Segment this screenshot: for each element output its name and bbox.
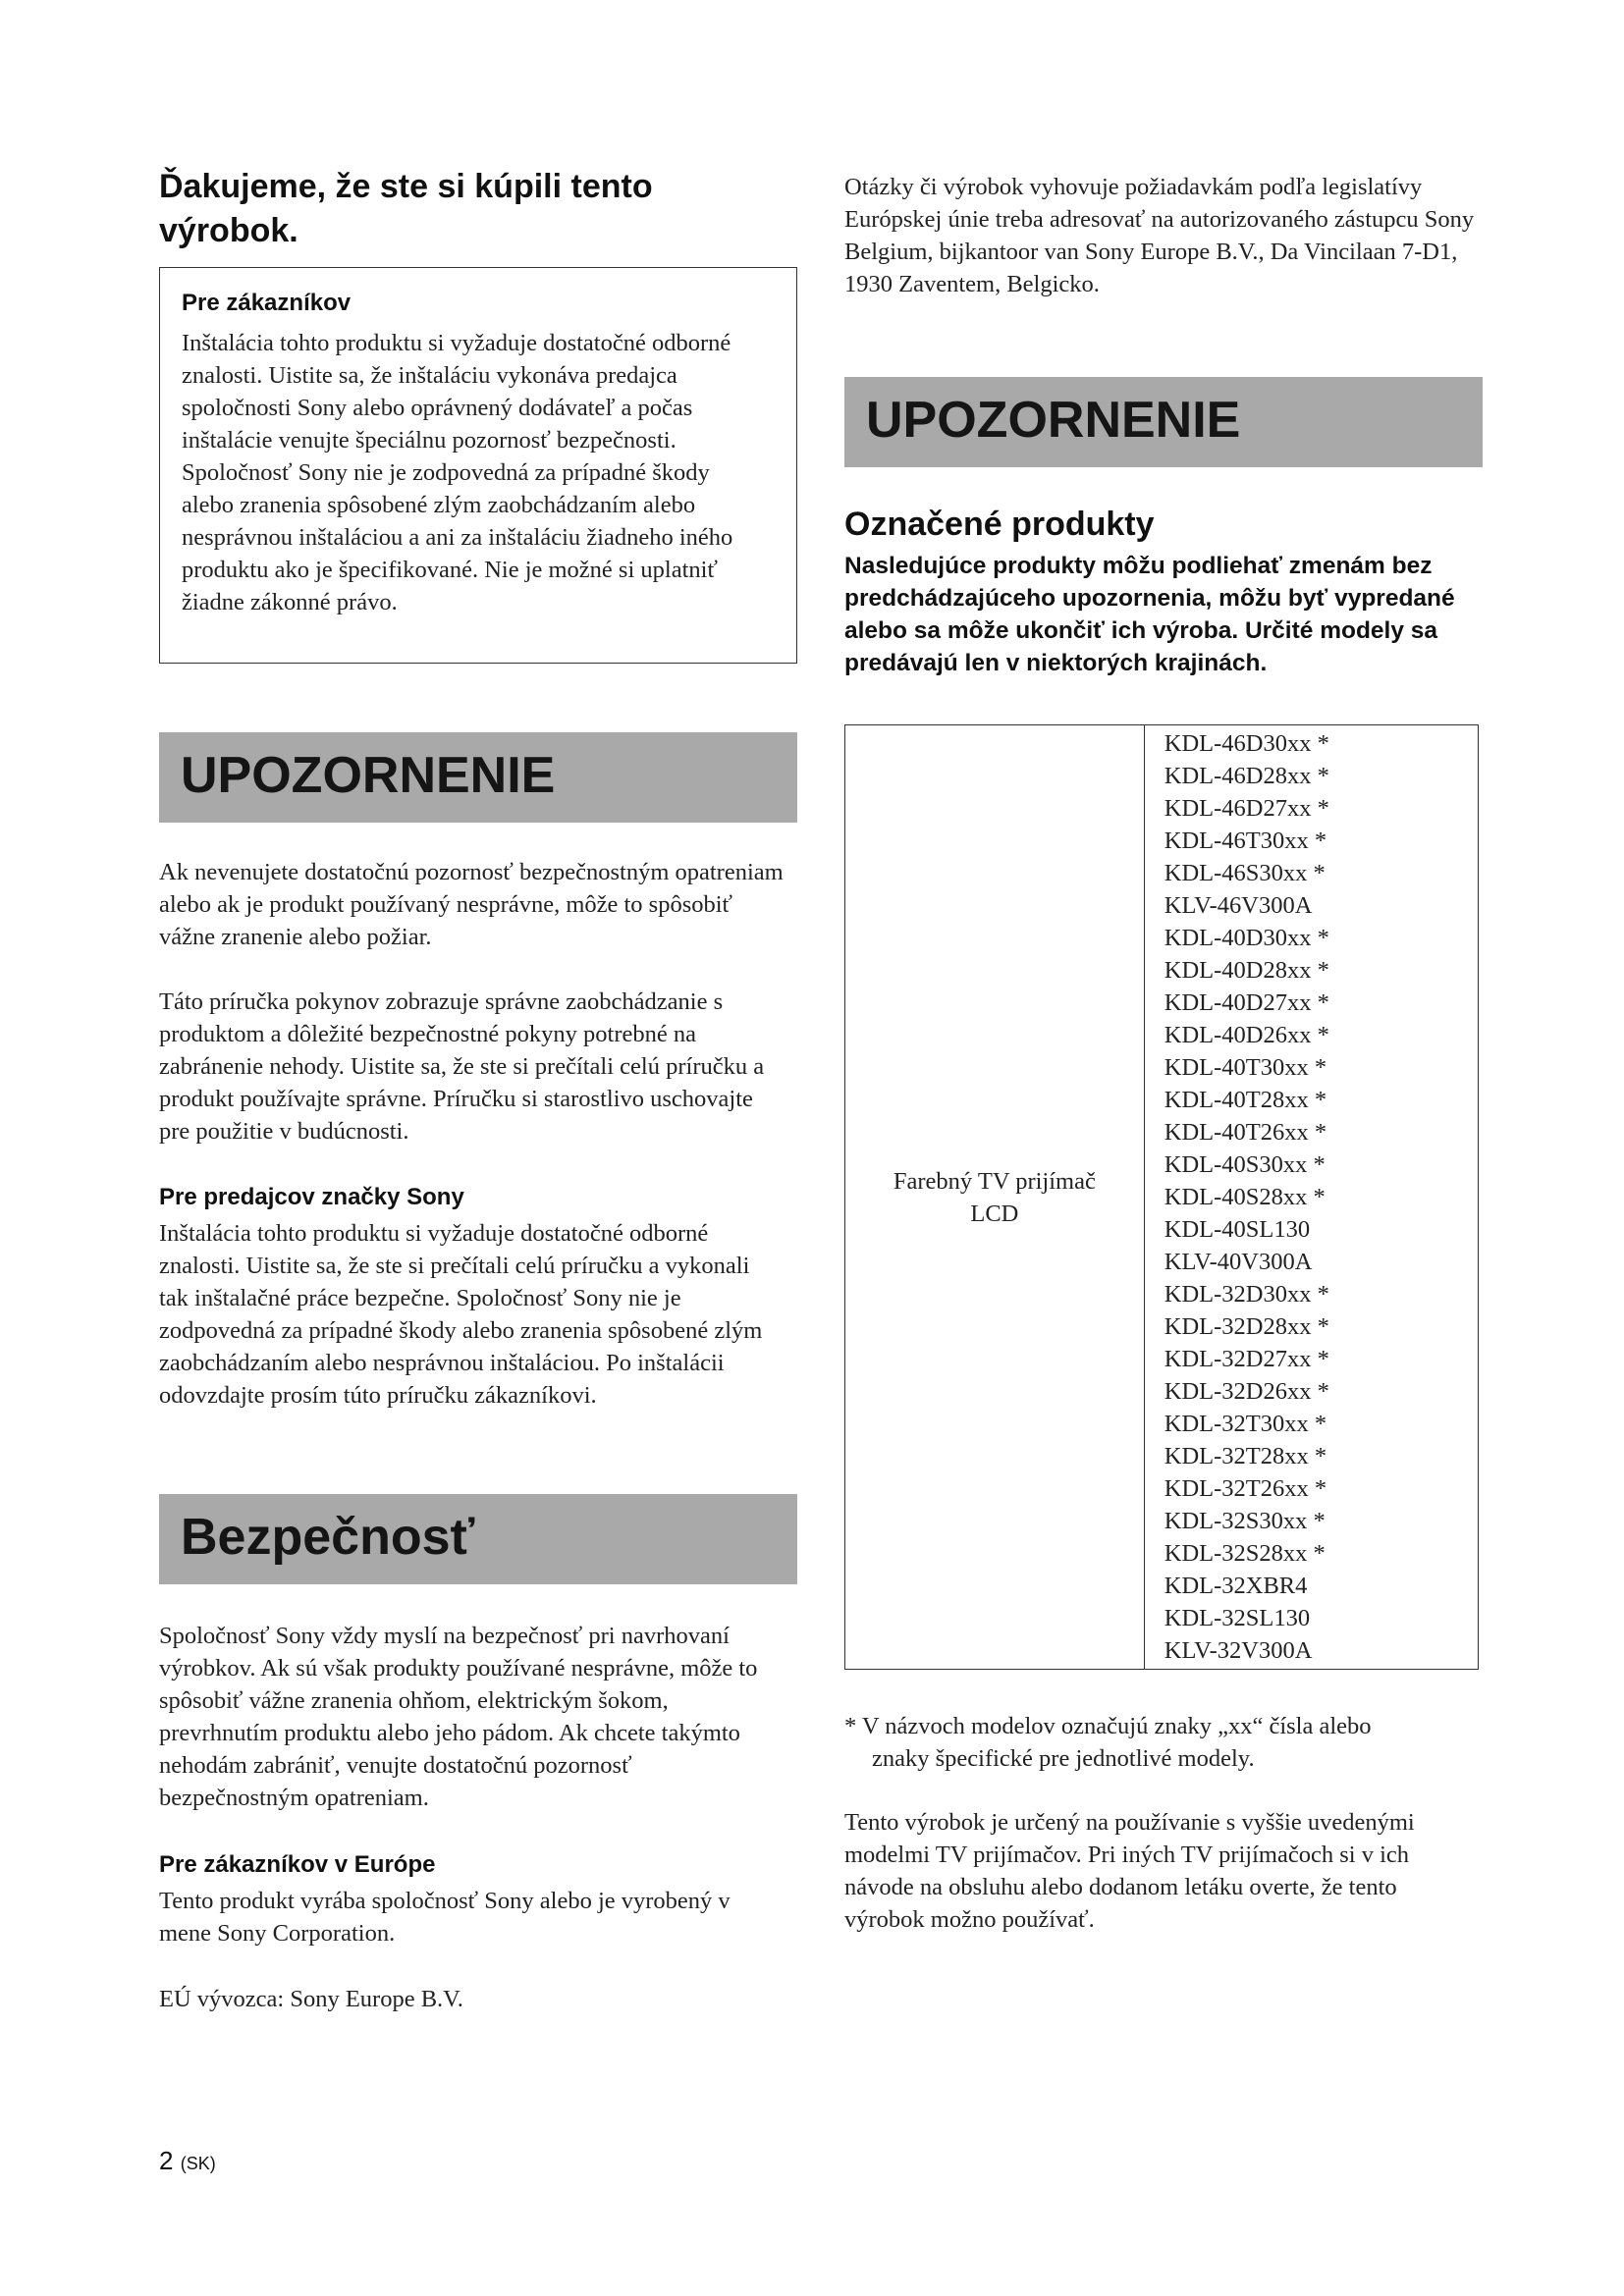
model-item: KDL-40D28xx * (1164, 957, 1329, 984)
model-item: KDL-46D28xx * (1164, 763, 1329, 789)
model-footnote-line2: znaky špecifické pre jednotlivé modely. (872, 1745, 1255, 1772)
model-item: KDL-46S30xx * (1164, 860, 1326, 886)
model-item: KDL-40S28xx * (1164, 1184, 1326, 1210)
customer-notice-heading: Pre zákazníkov (182, 290, 352, 316)
model-item: KDL-40D30xx * (1164, 925, 1329, 951)
model-footnote-line1: * V názvoch modelov označujú znaky „xx“ čísla alebo (844, 1713, 1372, 1739)
safety-banner (159, 1494, 797, 1584)
warning-banner-left (159, 732, 797, 823)
model-item: KDL-46D27xx * (1164, 795, 1329, 822)
model-item: KDL-40T28xx * (1164, 1087, 1327, 1113)
model-item: KDL-32T26xx * (1164, 1475, 1327, 1502)
products-heading: Označené produkty (844, 506, 1155, 543)
model-item: KDL-32S30xx * (1164, 1508, 1326, 1534)
model-item: KDL-32D28xx * (1164, 1313, 1329, 1340)
warning-banner-left-text: UPOZORNENIE (181, 747, 556, 804)
model-item: KDL-46T30xx * (1164, 828, 1327, 854)
model-item: KDL-32T28xx * (1164, 1443, 1327, 1469)
model-item: KLV-40V300A (1164, 1249, 1313, 1275)
usage-text: Tento výrobok je určený na používanie s vyššie uvedenými modelmi TV prijímačov. Pri iných TV prijímačoch si v ich návode na obsluhu alebo dodanom letáku overte, že tento výrobok možno používať. (844, 1809, 1415, 1933)
category-cell (845, 725, 1145, 1670)
customer-notice-box (159, 267, 797, 664)
warning-banner-right (844, 377, 1483, 467)
model-list-cell (1144, 725, 1478, 1670)
category-line2: LCD (970, 1200, 1019, 1227)
dealers-heading: Pre predajcov značky Sony (159, 1184, 464, 1210)
model-item: KDL-32XBR4 (1164, 1573, 1308, 1599)
page-title-line1: Ďakujeme, že ste si kúpili tento (159, 168, 653, 205)
warning-paragraph-2: Táto príručka pokynov zobrazuje správne zaobchádzanie s produktom a dôležité bezpečnostné pokyny potrebné na zabránenie nehody. Uistite sa, že ste si prečítali celú príručku a produkt používajte správne. Príručku si starostlivo uschovajte pre použitie v budúcnosti. (159, 988, 765, 1145)
model-item: KDL-32D26xx * (1164, 1378, 1329, 1405)
safety-banner-text: Bezpečnosť (181, 1509, 475, 1566)
model-item: KDL-32SL130 (1164, 1605, 1311, 1631)
model-item: KDL-40T30xx * (1164, 1054, 1327, 1081)
model-item: KLV-32V300A (1164, 1637, 1313, 1664)
model-item: KLV-46V300A (1164, 892, 1313, 919)
model-item: KDL-40D26xx * (1164, 1022, 1329, 1048)
model-item: KDL-46D30xx * (1164, 730, 1329, 757)
europe-text: Tento produkt vyrába spoločnosť Sony alebo je vyrobený v mene Sony Corporation. (159, 1888, 731, 1947)
safety-text: Spoločnosť Sony vždy myslí na bezpečnosť pri navrhovaní výrobkov. Ak sú však produkty používané nesprávne, môže to spôsobiť vážne zranenia ohňom, elektrickým šokom, prevrhnutím produktu alebo jeho pádom. Ak chcete takýmto nehodám zabrániť, venujte dostatočnú pozornosť bezpečnostným opatreniam. (159, 1623, 758, 1811)
model-item: KDL-40SL130 (1164, 1216, 1311, 1243)
language-code: (SK) (180, 2154, 216, 2173)
model-item: KDL-40S30xx * (1164, 1151, 1326, 1178)
products-note: Nasledujúce produkty môžu podliehať zmenám bez predchádzajúceho upozornenia, môžu byť vypredané alebo sa môže ukončiť ich výroba. Určité modely sa predávajú len v niektorých krajinách. (844, 553, 1455, 676)
page-number: 2 (159, 2146, 174, 2175)
model-item: KDL-40T26xx * (1164, 1119, 1327, 1146)
model-item: KDL-32D27xx * (1164, 1346, 1329, 1372)
eu-exporter: EÚ vývozca: Sony Europe B.V. (159, 1986, 463, 2012)
page-title (159, 165, 793, 253)
model-item: KDL-32D30xx * (1164, 1281, 1329, 1308)
model-item: KDL-40D27xx * (1164, 989, 1329, 1016)
model-footnote (844, 1710, 1492, 1775)
models-table (844, 724, 1479, 1670)
warning-banner-right-text: UPOZORNENIE (866, 392, 1241, 449)
eu-representative-text: Otázky či výrobok vyhovuje požiadavkám podľa legislatívy Európskej únie treba adresovať na autorizovaného zástupcu Sony Belgium, bijkantoor van Sony Europe B.V., Da Vincilaan 7-D1, 1930 Zaventem, Belgicko. (844, 174, 1475, 297)
category-line1: Farebný TV prijímač (893, 1167, 1096, 1195)
model-item: KDL-32S28xx * (1164, 1540, 1326, 1567)
europe-heading: Pre zákazníkov v Európe (159, 1851, 436, 1878)
page-footer (159, 2146, 216, 2176)
customer-notice-text: Inštalácia tohto produktu si vyžaduje dostatočné odborné znalosti. Uistite sa, že inštaláciu vykonáva predajca spoločnosti Sony alebo oprávnený dodávateľ a počas inštalácie venujte špeciálnu pozornosť bezpečnosti. Spoločnosť Sony nie je zodpovedná za prípadné škody alebo zranenia spôsobené zlým zaobchádzaním alebo nesprávnou inštaláciou a ani za inštaláciu žiadneho iného produktu ako je špecifikované. Nie je možné si uplatniť žiadne zákonné právo. (182, 330, 733, 615)
model-item: KDL-32T30xx * (1164, 1411, 1327, 1437)
page-title-line2: výrobok. (159, 212, 298, 249)
table-row (845, 725, 1479, 1670)
dealers-text: Inštalácia tohto produktu si vyžaduje dostatočné odborné znalosti. Uistite sa, že ste si prečítali celú príručku a vykonali tak inštalačné práce bezpečne. Spoločnosť Sony nie je zodpovedná za prípadné škody alebo zranenia spôsobené zlým zaobchádzaním alebo nesprávnou inštaláciou. Po inštalácii odovzdajte prosím túto príručku zákazníkovi. (159, 1220, 763, 1409)
warning-paragraph-1: Ak nevenujete dostatočnú pozornosť bezpečnostným opatreniam alebo ak je produkt používaný nesprávne, môže to spôsobiť vážne zranenie alebo požiar. (159, 859, 784, 950)
